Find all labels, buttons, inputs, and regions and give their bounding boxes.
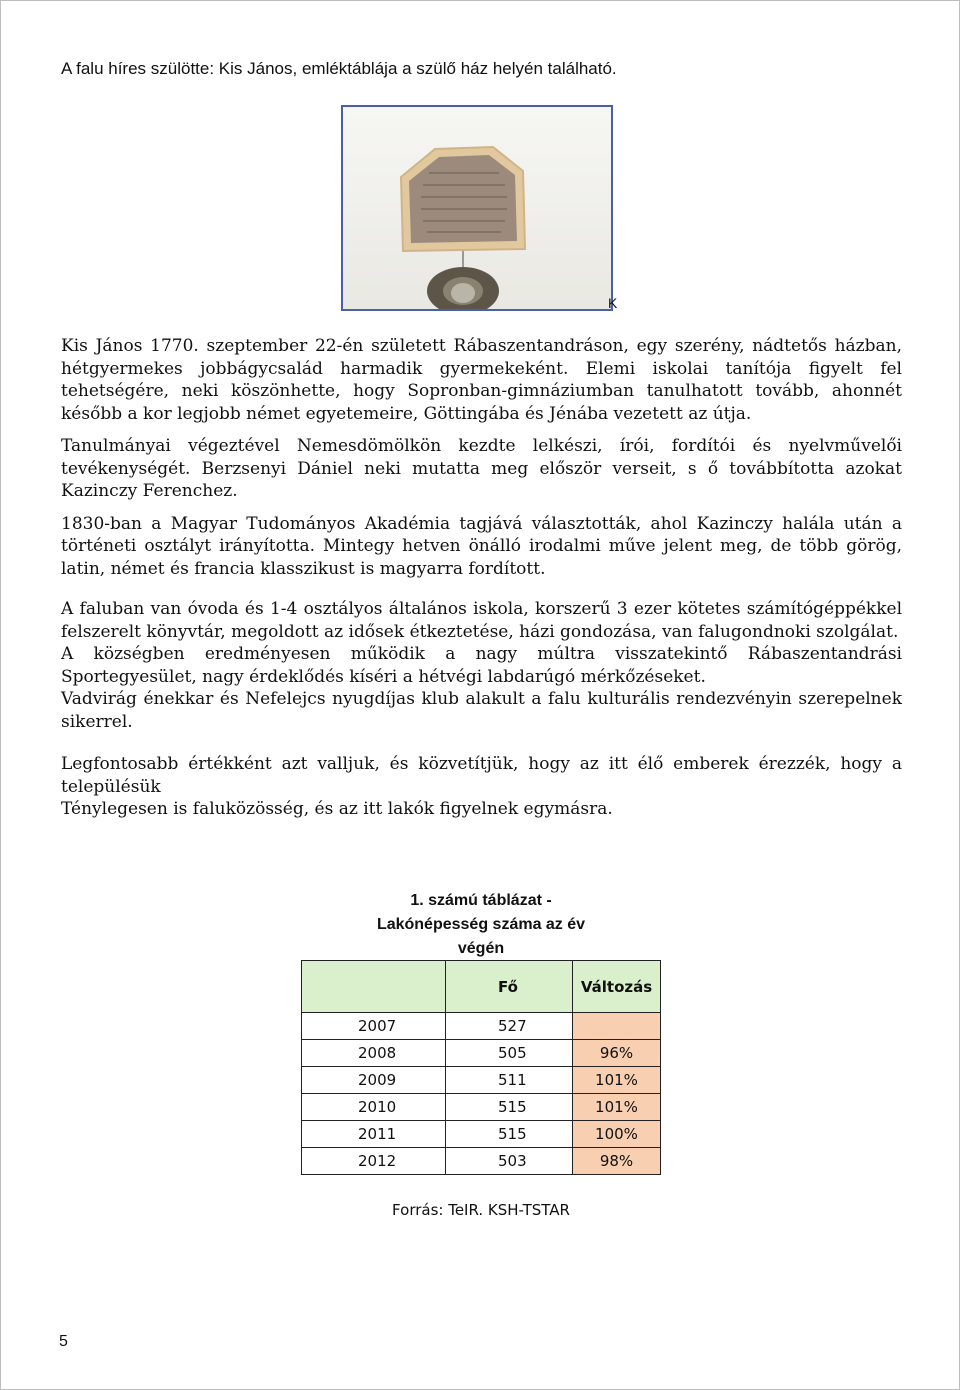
cell-fo: 515 <box>446 1094 573 1121</box>
cell-change: 96% <box>573 1040 661 1067</box>
cell-change <box>573 1013 661 1040</box>
cell-year: 2008 <box>302 1040 446 1067</box>
cell-change: 101% <box>573 1067 661 1094</box>
paragraph: Legfontosabb értékként azt valljuk, és közvetítjük, hogy az itt élő emberek érezzék, hogy a településük <box>61 754 902 797</box>
paragraph: Ténylegesen is faluközösség, és az itt lakók figyelnek egymásra. <box>61 799 613 819</box>
table-title-line: Lakónépesség száma az év <box>376 916 586 933</box>
page-number: 5 <box>59 1333 68 1350</box>
paragraph: 1830-ban a Magyar Tudományos Akadémia tagjává választották, ahol Kazinczy halála után a történeti osztályt irányította. Mintegy hetven önálló irodalmi műve jelent meg, de több görög, latin, német és francia klasszikust is magyarra fordított. <box>61 513 902 579</box>
cell-change: 100% <box>573 1121 661 1148</box>
paragraph: A községben eredményesen működik a nagy múltra visszatekintő Rábaszentandrási Sportegyesület, nagy érdeklődés kíséri a hétvégi labdarúgó mérkőzéseket. <box>61 644 902 687</box>
biography-section <box>61 335 902 580</box>
population-table <box>301 960 661 1175</box>
table-row <box>302 1148 661 1175</box>
cell-year: 2009 <box>302 1067 446 1094</box>
values-section <box>61 753 902 821</box>
table-row <box>302 1013 661 1040</box>
table-row <box>302 1067 661 1094</box>
header-valtozas: Változás <box>573 961 661 1013</box>
table-title-line: végén <box>457 940 505 957</box>
table-header-row <box>302 961 661 1013</box>
paragraph: Tanulmányai végeztével Nemesdömölkön kezdte lelkészi, írói, fordítói és nyelvművelői tevékenységét. Berzsenyi Dániel neki mutatta meg először verseit, s ő továbbította azokat Kazinczy Ferenchez. <box>61 436 902 501</box>
cell-fo: 503 <box>446 1148 573 1175</box>
village-facilities-section <box>61 598 902 733</box>
paragraph: A faluban van óvoda és 1-4 osztályos általános iskola, korszerű 3 ezer kötetes számítógéppékkel felszerelt könyvtár, megoldott az idősek étkeztetése, házi gondozása, van falugondnoki szolgálat. <box>61 599 902 642</box>
cell-fo: 511 <box>446 1067 573 1094</box>
cell-year: 2010 <box>302 1094 446 1121</box>
cell-change: 101% <box>573 1094 661 1121</box>
cell-year: 2012 <box>302 1148 446 1175</box>
photo-caption: K <box>608 295 618 311</box>
table-row <box>302 1040 661 1067</box>
cell-change: 98% <box>573 1148 661 1175</box>
paragraph: Vadvirág énekkar és Nefelejcs nyugdíjas klub alakult a falu kulturális rendezvényin szerepelnek sikerrel. <box>61 689 902 732</box>
table-source: Forrás: TeIR. KSH-TSTAR <box>392 1201 570 1219</box>
cell-year: 2007 <box>302 1013 446 1040</box>
memorial-plaque-photo <box>341 105 613 311</box>
header-fo: Fő <box>446 961 573 1013</box>
table-row <box>302 1094 661 1121</box>
cell-fo: 505 <box>446 1040 573 1067</box>
paragraph: Kis János 1770. szeptember 22-én született Rábaszentandráson, egy szerény, nádtetős házban, hétgyermekes jobbágycsalád harmadik gyermekeként. Elemi iskolai tanítója figyelt fel tehetségére, neki köszönhette, hogy Sopronban-gimnáziumban tanulhatott tovább, ahonnét később a kor legjobb német egyetemeire, Göttingába és Jénába vezetett az útja. <box>61 336 902 424</box>
plaque-image <box>343 107 611 309</box>
intro-line: A falu híres szülötte: Kis János, emléktáblája a szülő ház helyén található. <box>61 59 617 78</box>
table-title <box>301 889 661 961</box>
table-row <box>302 1121 661 1148</box>
cell-fo: 527 <box>446 1013 573 1040</box>
cell-year: 2011 <box>302 1121 446 1148</box>
cell-fo: 515 <box>446 1121 573 1148</box>
table-title-line: 1. számú táblázat - <box>410 892 552 909</box>
header-year <box>302 961 446 1013</box>
